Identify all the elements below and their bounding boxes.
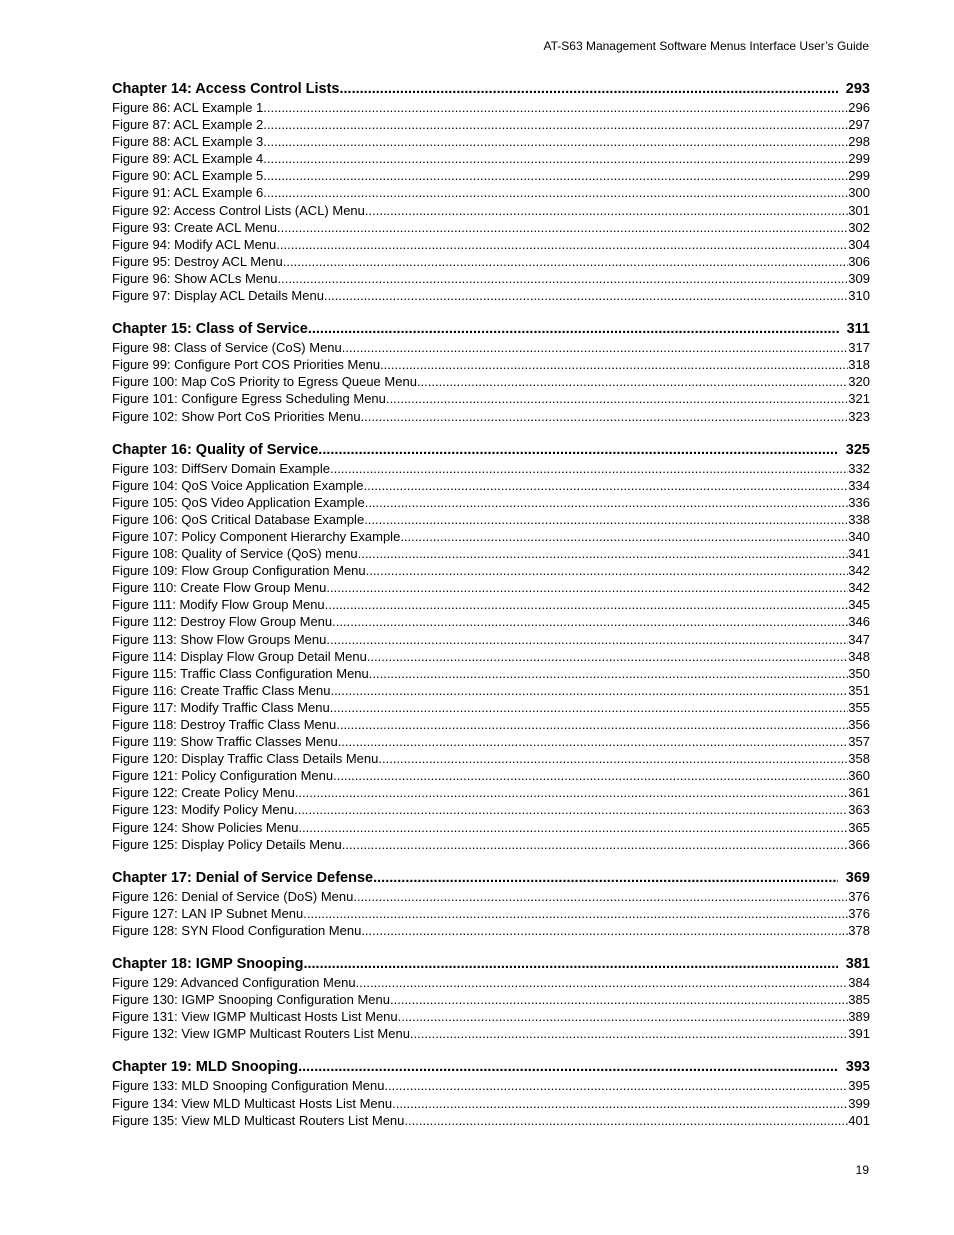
dot-leader — [263, 99, 848, 116]
dot-leader — [295, 784, 848, 801]
dot-leader — [330, 682, 848, 699]
figure-title: Figure 124: Show Policies Menu — [112, 819, 299, 835]
dot-leader — [303, 955, 837, 973]
figure-title: Figure 98: Class of Service (CoS) Menu — [112, 340, 342, 356]
figure-page: 355 — [848, 699, 870, 715]
chapter-title: Chapter 15: Class of Service — [112, 321, 308, 338]
chapter-title: Chapter 16: Quality of Service — [112, 441, 319, 458]
dot-leader — [308, 320, 839, 338]
dot-leader — [325, 596, 849, 613]
chapter-entry[interactable] — [112, 441, 870, 459]
figure-page: 320 — [848, 374, 870, 390]
figure-entry[interactable] — [112, 974, 870, 991]
dot-leader — [373, 869, 838, 887]
figure-page: 350 — [848, 665, 870, 681]
figure-title: Figure 105: QoS Video Application Example — [112, 494, 365, 510]
figure-page: 301 — [848, 202, 870, 218]
figure-entry[interactable] — [112, 460, 870, 477]
figure-entry[interactable] — [112, 922, 870, 939]
figure-page: 346 — [848, 614, 870, 630]
figure-entry[interactable] — [112, 1025, 870, 1042]
dot-leader — [277, 270, 848, 287]
figure-title: Figure 111: Modify Flow Group Menu — [112, 597, 325, 613]
figure-page: 334 — [848, 477, 870, 493]
dot-leader — [332, 613, 848, 630]
figure-entry[interactable] — [112, 562, 870, 579]
figure-page: 298 — [848, 134, 870, 150]
figure-title: Figure 91: ACL Example 6 — [112, 185, 264, 201]
running-header: AT-S63 Management Software Menus Interface User’s Guide — [543, 39, 869, 53]
figure-title: Figure 109: Flow Group Configuration Menu — [112, 563, 366, 579]
figure-page: 378 — [848, 922, 870, 938]
figure-entry[interactable] — [112, 184, 870, 201]
figure-title: Figure 112: Destroy Flow Group Menu — [112, 614, 333, 630]
dot-leader — [294, 801, 848, 818]
figure-title: Figure 101: Configure Egress Scheduling Menu — [112, 391, 386, 407]
figure-title: Figure 96: Show ACLs Menu — [112, 270, 278, 286]
figure-entry[interactable] — [112, 888, 870, 905]
figure-title: Figure 92: Access Control Lists (ACL) Menu — [112, 202, 365, 218]
figure-title: Figure 126: Denial of Service (DoS) Menu — [112, 888, 354, 904]
figure-page: 336 — [848, 494, 870, 510]
figure-entry[interactable] — [112, 356, 870, 373]
dot-leader — [303, 905, 848, 922]
figure-title: Figure 120: Display Traffic Class Details Menu — [112, 751, 379, 767]
figure-page: 365 — [848, 819, 870, 835]
chapter-entry[interactable] — [112, 1058, 870, 1076]
dot-leader — [336, 716, 848, 733]
dot-leader — [361, 922, 848, 939]
figure-entry[interactable] — [112, 784, 870, 801]
figure-entry[interactable] — [112, 494, 870, 511]
figure-entry[interactable] — [112, 699, 870, 716]
dot-leader — [318, 441, 838, 459]
dot-leader — [330, 699, 849, 716]
figure-title: Figure 108: Quality of Service (QoS) menu — [112, 546, 358, 562]
figure-title: Figure 132: View IGMP Multicast Routers List Menu — [112, 1026, 410, 1042]
figure-page: 323 — [848, 408, 870, 424]
dot-leader — [356, 974, 849, 991]
figure-entry[interactable] — [112, 836, 870, 853]
figure-page: 304 — [848, 236, 870, 252]
toc-section — [112, 441, 870, 853]
figure-page: 376 — [848, 888, 870, 904]
figure-entry[interactable] — [112, 202, 870, 219]
dot-leader — [298, 1058, 838, 1076]
figure-entry[interactable] — [112, 905, 870, 922]
chapter-page: 393 — [845, 1059, 870, 1076]
figure-title: Figure 122: Create Policy Menu — [112, 785, 295, 801]
figure-page: 321 — [848, 391, 870, 407]
figure-entry[interactable] — [112, 801, 870, 818]
figure-entry[interactable] — [112, 545, 870, 562]
dot-leader — [277, 219, 848, 236]
figure-page: 306 — [848, 253, 870, 269]
dot-leader — [358, 545, 849, 562]
figure-page: 299 — [848, 168, 870, 184]
figure-title: Figure 119: Show Traffic Classes Menu — [112, 734, 338, 750]
dot-leader — [333, 767, 848, 784]
figure-page: 300 — [848, 185, 870, 201]
figure-page: 338 — [848, 511, 870, 527]
figure-entry[interactable] — [112, 1112, 870, 1129]
dot-leader — [378, 750, 848, 767]
figure-title: Figure 127: LAN IP Subnet Menu — [112, 905, 304, 921]
figure-entry[interactable] — [112, 819, 870, 836]
dot-leader — [365, 202, 848, 219]
figure-page: 296 — [848, 100, 870, 115]
dot-leader — [369, 665, 849, 682]
dot-leader — [417, 373, 848, 390]
figure-entry[interactable] — [112, 579, 870, 596]
dot-leader — [386, 390, 848, 407]
figure-title: Figure 133: MLD Snooping Configuration Menu — [112, 1078, 385, 1094]
figure-entry[interactable] — [112, 596, 870, 613]
figure-page: 360 — [848, 768, 870, 784]
figure-title: Figure 123: Modify Policy Menu — [112, 802, 295, 818]
figure-entry[interactable] — [112, 528, 870, 545]
figure-page: 299 — [848, 151, 870, 167]
figure-title: Figure 87: ACL Example 2 — [112, 117, 264, 133]
figure-title: Figure 104: QoS Voice Application Example — [112, 477, 364, 493]
figure-entry[interactable] — [112, 408, 870, 425]
dot-leader — [342, 836, 849, 853]
chapter-page: 369 — [845, 869, 870, 886]
figure-page: 358 — [848, 751, 870, 767]
chapter-title: Chapter 14: Access Control Lists — [112, 81, 340, 97]
figure-title: Figure 110: Create Flow Group Menu — [112, 580, 327, 596]
chapter-entry[interactable] — [112, 320, 870, 338]
figure-title: Figure 94: Modify ACL Menu — [112, 236, 277, 252]
figure-title: Figure 130: IGMP Snooping Configuration Menu — [112, 992, 390, 1008]
chapter-title: Chapter 17: Denial of Service Defense — [112, 869, 374, 886]
dot-leader — [398, 1008, 849, 1025]
figure-title: Figure 118: Destroy Traffic Class Menu — [112, 717, 337, 732]
toc-section — [112, 955, 870, 1042]
figure-title: Figure 103: DiffServ Domain Example — [112, 460, 330, 476]
figure-title: Figure 100: Map CoS Priority to Egress Queue Menu — [112, 374, 417, 390]
figure-page: 376 — [848, 905, 870, 921]
figure-title: Figure 88: ACL Example 3 — [112, 134, 264, 150]
figure-title: Figure 95: Destroy ACL Menu — [112, 253, 283, 269]
dot-leader — [365, 494, 849, 511]
chapter-page: 311 — [846, 321, 870, 338]
figure-page: 340 — [848, 528, 870, 544]
dot-leader — [283, 253, 849, 270]
figure-title: Figure 131: View IGMP Multicast Hosts List Menu — [112, 1009, 398, 1025]
figure-title: Figure 117: Modify Traffic Class Menu — [112, 699, 330, 715]
figure-entry[interactable] — [112, 373, 870, 390]
figure-page: 391 — [848, 1026, 870, 1042]
dot-leader — [366, 562, 849, 579]
figure-title: Figure 106: QoS Critical Database Example — [112, 511, 365, 527]
figure-page: 342 — [848, 563, 870, 579]
figure-entry[interactable] — [112, 511, 870, 528]
chapter-entry[interactable] — [112, 869, 870, 887]
figure-page: 318 — [848, 357, 870, 373]
figure-entry[interactable] — [112, 665, 870, 682]
figure-title: Figure 102: Show Port CoS Priorities Menu — [112, 408, 361, 424]
figure-title: Figure 99: Configure Port COS Priorities Menu — [112, 357, 381, 373]
figure-page: 351 — [848, 682, 870, 698]
figure-page: 366 — [848, 836, 870, 852]
figure-page: 309 — [848, 270, 870, 286]
figure-page: 356 — [848, 717, 870, 732]
chapter-entry[interactable] — [112, 955, 870, 973]
dot-leader — [400, 528, 848, 545]
dot-leader — [390, 991, 848, 1008]
chapter-title: Chapter 19: MLD Snooping — [112, 1059, 299, 1076]
chapter-page: 381 — [845, 956, 870, 973]
dot-leader — [326, 631, 848, 648]
dot-leader — [367, 648, 848, 665]
dot-leader — [330, 460, 848, 477]
dot-leader — [326, 579, 848, 596]
figure-page: 341 — [848, 546, 870, 562]
figure-page: 384 — [848, 975, 870, 991]
figure-entry[interactable] — [112, 733, 870, 750]
figure-title: Figure 113: Show Flow Groups Menu — [112, 631, 327, 647]
figure-entry[interactable] — [112, 477, 870, 494]
figure-page: 317 — [848, 340, 870, 356]
figure-entry[interactable] — [112, 219, 870, 236]
dot-leader — [276, 236, 848, 253]
dot-leader — [380, 356, 848, 373]
figure-title: Figure 134: View MLD Multicast Hosts List Menu — [112, 1095, 393, 1111]
dot-leader — [298, 819, 848, 836]
table-of-contents — [112, 80, 870, 1145]
figure-page: 401 — [848, 1112, 870, 1128]
figure-entry[interactable] — [112, 133, 870, 150]
figure-page: 345 — [848, 597, 870, 613]
figure-title: Figure 86: ACL Example 1 — [112, 100, 264, 115]
figure-title: Figure 114: Display Flow Group Detail Menu — [112, 648, 367, 664]
toc-section — [112, 1058, 870, 1128]
figure-entry[interactable] — [112, 236, 870, 253]
figure-title: Figure 115: Traffic Class Configuration Menu — [112, 665, 369, 681]
figure-title: Figure 90: ACL Example 5 — [112, 168, 264, 184]
dot-leader — [263, 184, 848, 201]
figure-page: 357 — [848, 734, 870, 750]
dot-leader — [384, 1077, 848, 1094]
dot-leader — [342, 339, 849, 356]
figure-page: 389 — [848, 1009, 870, 1025]
figure-entry[interactable] — [112, 648, 870, 665]
figure-entry[interactable] — [112, 613, 870, 630]
figure-page: 361 — [848, 785, 870, 801]
figure-page: 332 — [848, 460, 870, 476]
figure-page: 348 — [848, 648, 870, 664]
figure-page: 347 — [848, 631, 870, 647]
figure-title: Figure 93: Create ACL Menu — [112, 219, 277, 235]
figure-page: 302 — [848, 219, 870, 235]
toc-section — [112, 320, 870, 424]
figure-title: Figure 116: Create Traffic Class Menu — [112, 682, 331, 698]
figure-entry[interactable] — [112, 716, 870, 733]
dot-leader — [392, 1095, 848, 1112]
figure-page: 385 — [848, 992, 870, 1008]
figure-entry[interactable] — [112, 390, 870, 407]
figure-page: 310 — [848, 288, 870, 304]
figure-title: Figure 125: Display Policy Details Menu — [112, 836, 342, 852]
chapter-title: Chapter 18: IGMP Snooping — [112, 956, 304, 973]
figure-entry[interactable] — [112, 287, 870, 304]
figure-title: Figure 128: SYN Flood Configuration Menu — [112, 922, 362, 938]
chapter-page: 293 — [845, 81, 870, 97]
figure-title: Figure 135: View MLD Multicast Routers List Menu — [112, 1112, 405, 1128]
dot-leader — [263, 167, 848, 184]
figure-title: Figure 107: Policy Component Hierarchy Example — [112, 528, 401, 544]
figure-title: Figure 89: ACL Example 4 — [112, 151, 264, 167]
figure-page: 297 — [848, 117, 870, 133]
figure-title: Figure 121: Policy Configuration Menu — [112, 768, 334, 784]
figure-entry[interactable] — [112, 631, 870, 648]
figure-entry[interactable] — [112, 253, 870, 270]
figure-page: 363 — [848, 802, 870, 818]
figure-title: Figure 129: Advanced Configuration Menu — [112, 975, 356, 991]
page-number: 19 — [855, 1163, 869, 1177]
figure-entry[interactable] — [112, 270, 870, 287]
figure-page: 399 — [848, 1095, 870, 1111]
figure-entry[interactable] — [112, 339, 870, 356]
figure-entry[interactable] — [112, 682, 870, 699]
dot-leader — [324, 287, 848, 304]
figure-entry[interactable] — [112, 167, 870, 184]
figure-entry[interactable] — [112, 991, 870, 1008]
chapter-entry[interactable] — [112, 80, 870, 98]
figure-entry[interactable] — [112, 767, 870, 784]
dot-leader — [340, 80, 838, 98]
toc-section — [112, 80, 870, 304]
figure-entry[interactable] — [112, 750, 870, 767]
dot-leader — [263, 133, 848, 150]
figure-entry[interactable] — [112, 116, 870, 133]
figure-entry[interactable] — [112, 1008, 870, 1025]
figure-page: 342 — [848, 580, 870, 596]
chapter-page: 325 — [845, 441, 870, 458]
figure-title: Figure 97: Display ACL Details Menu — [112, 288, 324, 304]
dot-leader — [361, 408, 849, 425]
dot-leader — [338, 733, 849, 750]
figure-entry[interactable] — [112, 1077, 870, 1094]
figure-page: 395 — [848, 1078, 870, 1094]
dot-leader — [363, 477, 848, 494]
figure-entry[interactable] — [112, 99, 870, 116]
figure-entry[interactable] — [112, 1095, 870, 1112]
dot-leader — [263, 116, 848, 133]
dot-leader — [404, 1112, 848, 1129]
dot-leader — [364, 511, 848, 528]
toc-section — [112, 869, 870, 939]
dot-leader — [353, 888, 848, 905]
dot-leader — [410, 1025, 848, 1042]
dot-leader — [263, 150, 848, 167]
figure-entry[interactable] — [112, 150, 870, 167]
